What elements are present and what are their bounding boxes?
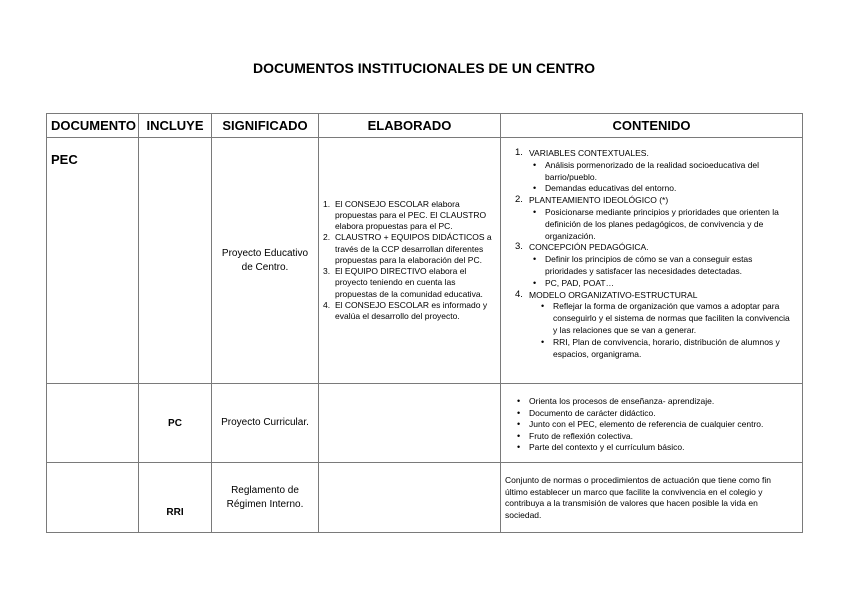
pec-elaborado (319, 138, 501, 384)
contenido-section-4: 4. MODELO ORGANIZATIVO-ESTRUCTURAL (515, 288, 698, 300)
list-item: • Fruto de reflexión colectiva. (529, 431, 796, 443)
table-row-rri (47, 463, 803, 533)
pc-contenido (501, 384, 803, 463)
header-incluye: INCLUYE (139, 114, 212, 138)
contenido-section-1: 1. VARIABLES CONTEXTUALES. (515, 147, 649, 158)
pc-incluye: PC (139, 384, 212, 463)
pec-significado-line-2: de Centro. (241, 261, 289, 273)
list-item: • Junto con el PEC, elemento de referencia de cualquier centro. (529, 419, 796, 431)
list-item: • Documento de carácter didáctico. (529, 408, 796, 420)
list-item: • Reflejar la forma de organización que vamos a adoptar para conseguirlo y el sistema de normas que faciliten la convivencia y las relaciones que se van a generar. (553, 301, 796, 336)
header-row (47, 114, 803, 138)
contenido-section-3: 3. CONCEPCIÓN PEDAGÓGICA. (515, 241, 649, 253)
list-item: • PC, PAD, POAT… (545, 278, 796, 290)
list-item: • RRI, Plan de convivencia, horario, distribución de alumnos y espacios, organigrama. (553, 337, 796, 361)
list-item: • Parte del contexto y el currículum básico. (529, 442, 796, 454)
header-contenido: CONTENIDO (501, 114, 803, 138)
pec-contenido (501, 138, 803, 384)
list-item: • Posicionarse mediante principios y prioridades que orienten la definición de los planes pedagógicos, de convivencia y de organización. (545, 207, 796, 242)
list-item: • Demandas educativas del entorno. (545, 183, 796, 195)
elaborado-list (319, 199, 500, 322)
header-elaborado: ELABORADO (319, 114, 501, 138)
rri-significado-line-2: Régimen Interno. (226, 498, 304, 510)
rri-significado (212, 463, 319, 533)
list-item: 4. El CONSEJO ESCOLAR es informado y evalúa el desarrollo del proyecto. (323, 299, 488, 321)
rri-documento-cell (47, 463, 139, 533)
table-row-pec (47, 138, 803, 384)
contenido-section-2: 2. PLANTEAMIENTO IDEOLÓGICO (*) (515, 194, 669, 206)
rri-significado-line-1: Reglamento de (231, 484, 299, 496)
page-title: DOCUMENTOS INSTITUCIONALES DE UN CENTRO (253, 60, 595, 76)
documents-table (46, 113, 803, 533)
pc-documento-cell (47, 384, 139, 463)
pc-elaborado-cell (319, 384, 501, 463)
list-item: • Análisis pormenorizado de la realidad socioeducativa del barrio/pueblo. (545, 160, 796, 184)
rri-contenido: Conjunto de normas o procedimientos de actuación que tiene como fin último establecer un marco que facilite la convivencia en el colegio y contribuya a la transmisión de valores que hacen posible la vida en sociedad. (501, 463, 803, 533)
pec-significado-line-1: Proyecto Educativo (221, 247, 309, 259)
list-item: 2. CLAUSTRO + EQUIPOS DIDÁCTICOS a través de la CCP desarrollan diferentes propuestas para la elaboración del PC. (323, 232, 492, 265)
rri-incluye: RRI (139, 463, 212, 533)
list-item: • Definir los principios de cómo se van a conseguir estas prioridades y satisfacer las necesidades detectadas. (545, 254, 796, 278)
header-significado: SIGNIFICADO (212, 114, 319, 138)
header-documento: DOCUMENTO (47, 114, 139, 138)
pec-label: PEC (47, 138, 139, 384)
rri-elaborado-cell (319, 463, 501, 533)
pec-significado (212, 138, 319, 384)
list-item: • Orienta los procesos de enseñanza- aprendizaje. (529, 396, 796, 408)
table-row-pc (47, 384, 803, 463)
list-item: 3. El EQUIPO DIRECTIVO elabora el proyecto teniendo en cuenta las propuestas de la comunidad educativa. (323, 266, 483, 299)
list-item: 1. El CONSEJO ESCOLAR elabora propuestas para el PEC. El CLAUSTRO elabora propuestas para el PC. (323, 198, 487, 232)
pec-incluye-cell (139, 138, 212, 384)
pc-significado: Proyecto Curricular. (212, 384, 319, 463)
